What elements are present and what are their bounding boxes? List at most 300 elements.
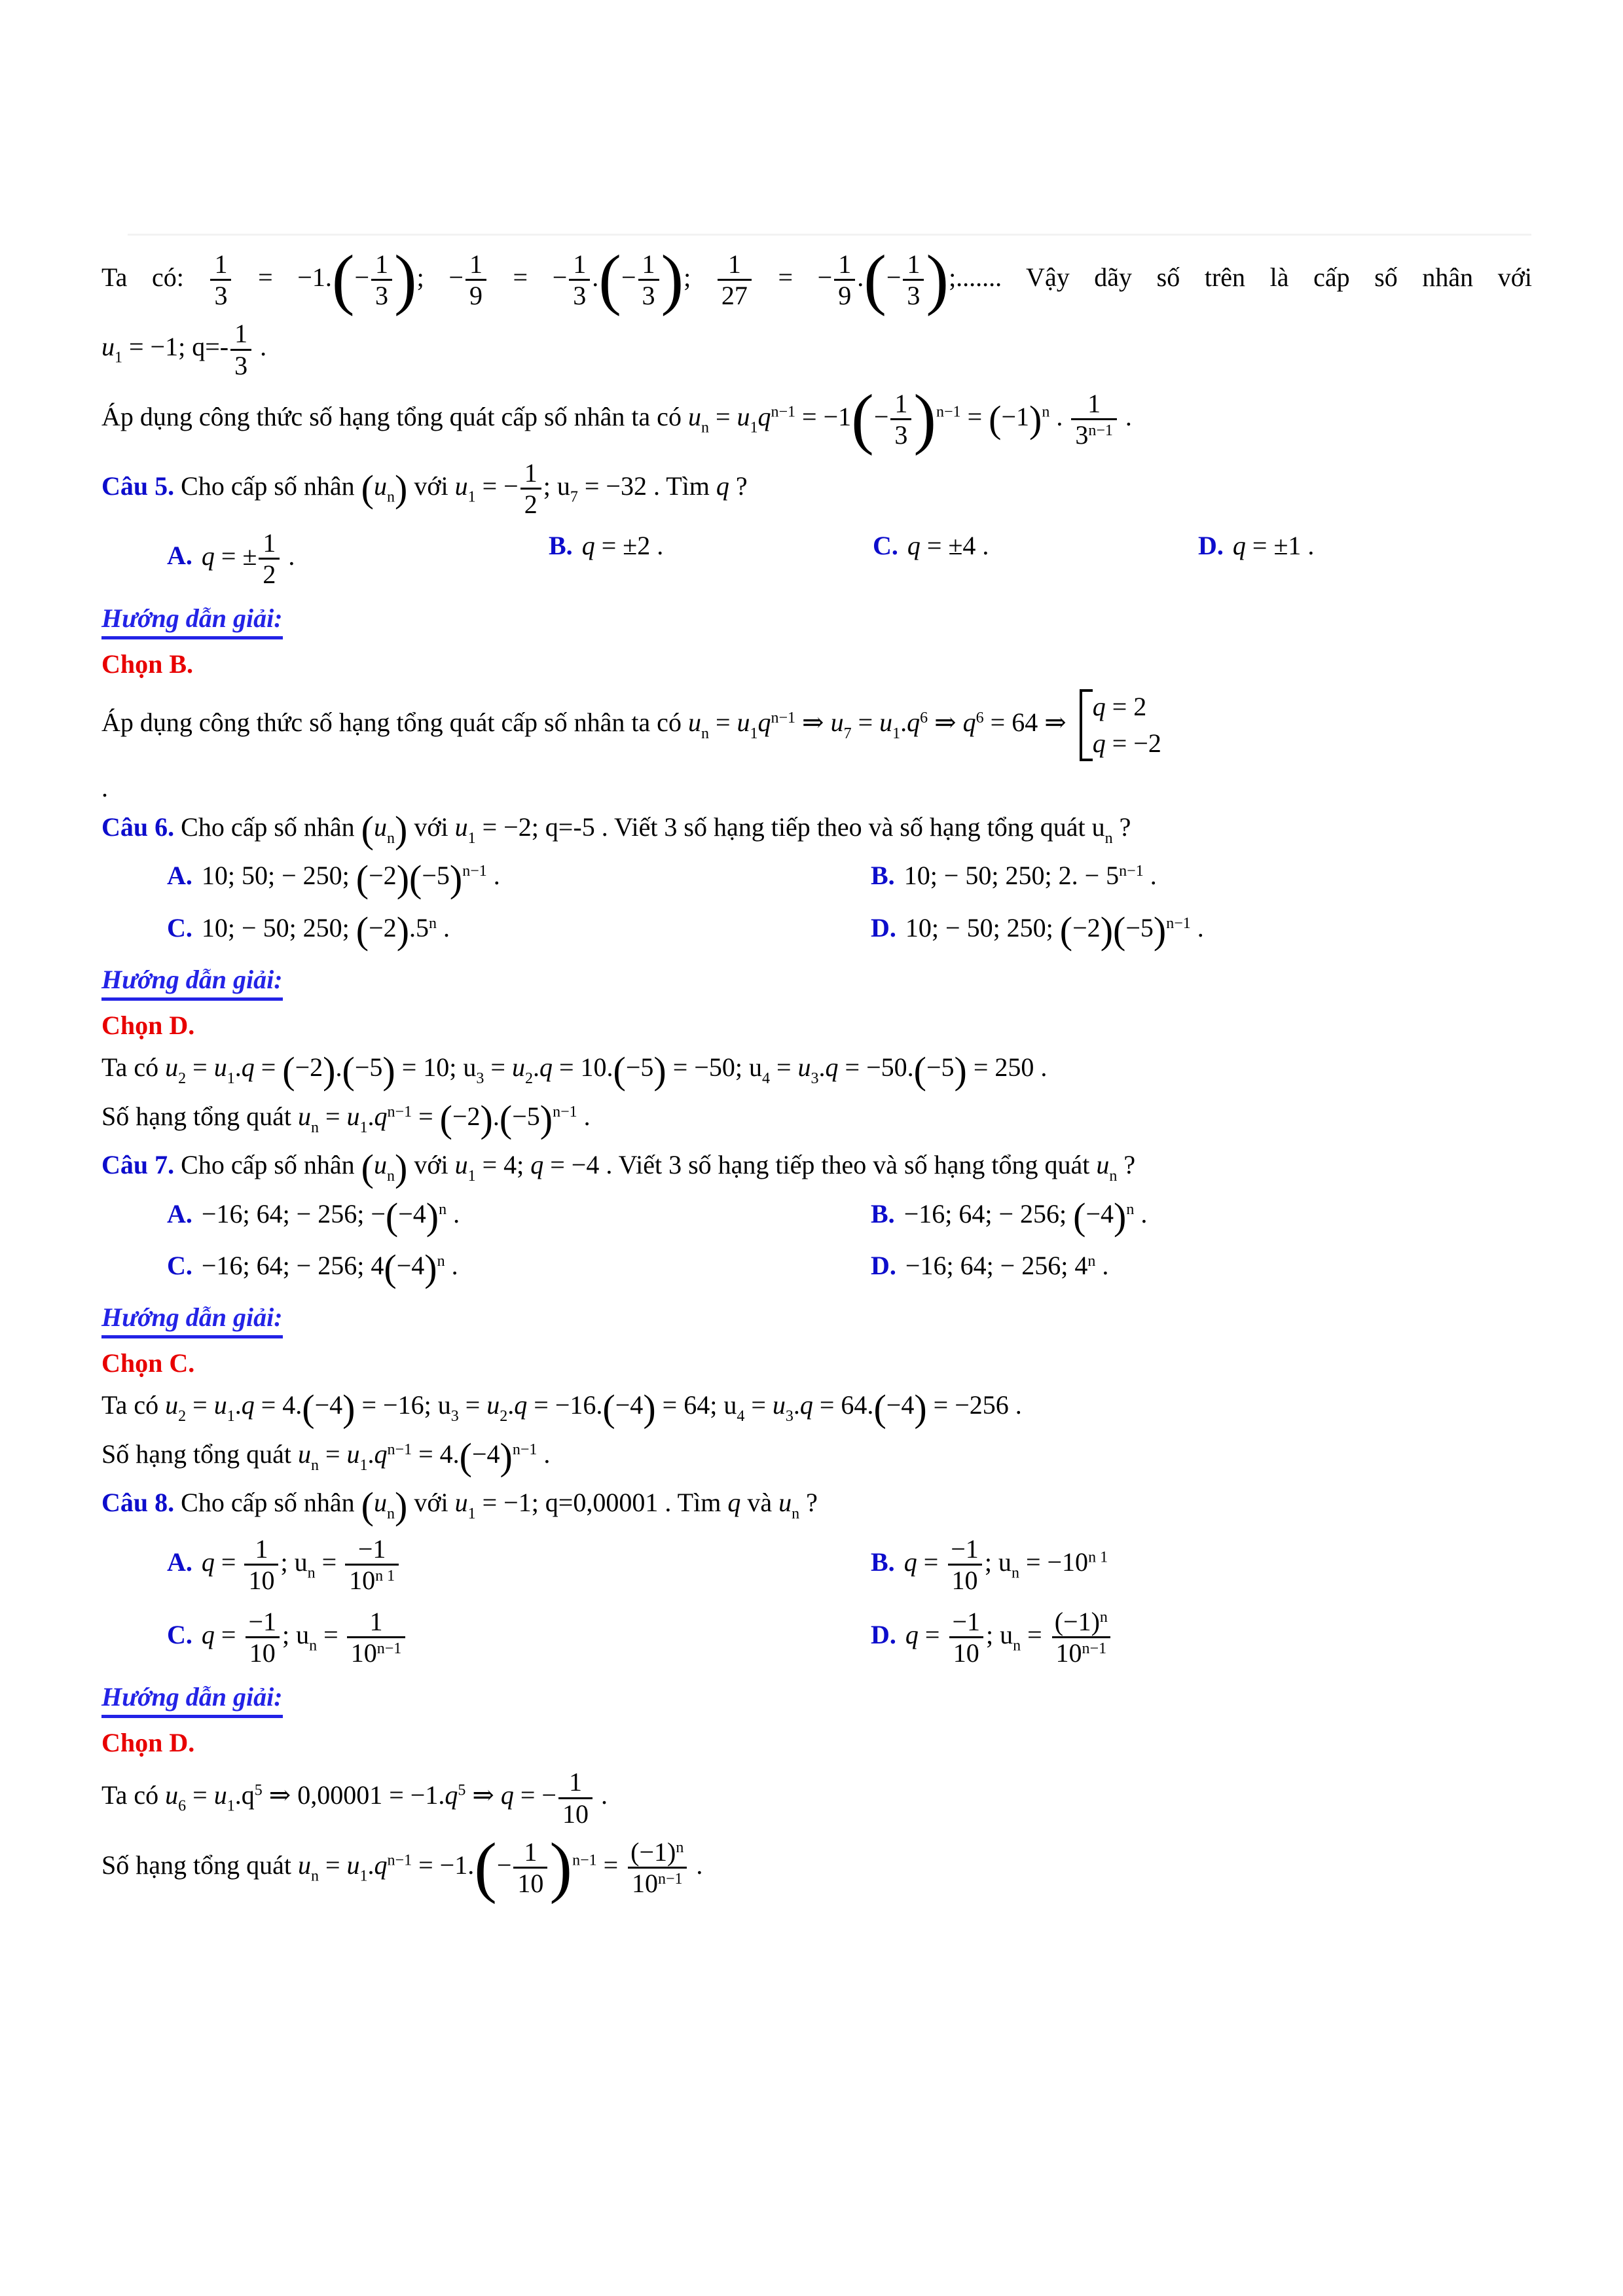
left-paren: ( (1073, 1194, 1086, 1238)
subscript: 4 (761, 1069, 770, 1087)
superscript: n−1 (387, 1103, 412, 1121)
math-variable: q (1092, 728, 1106, 758)
text-run: −4 (886, 1390, 915, 1420)
superscript: 5 (458, 1782, 466, 1800)
intro-line (101, 242, 1533, 317)
text-run: −5 (512, 1101, 540, 1131)
math-variable: q (962, 708, 976, 738)
text-run: Ta có (101, 1780, 166, 1810)
math-variable: q (539, 1052, 553, 1083)
option-label: B. (871, 1198, 895, 1229)
text-run: −5 (422, 861, 450, 891)
numerator: −1 (248, 1607, 277, 1637)
superscript: n−1 (1088, 422, 1113, 439)
math-variable: u (165, 1390, 179, 1420)
option-c (167, 1247, 871, 1290)
fraction (888, 389, 913, 449)
text-run: Cho cấp số nhân (174, 1488, 361, 1518)
text-run: = −1. (233, 262, 332, 292)
math-variable: q (757, 708, 771, 738)
text-run: = 10. (552, 1052, 613, 1083)
case-row (1093, 728, 1161, 759)
text-run: Áp dụng công thức số hạng tổng quát cấp số nhân ta có (101, 401, 688, 431)
superscript: n (676, 1839, 684, 1856)
text-run: Hướng dẫn giải: (101, 601, 283, 639)
subscript: 3 (811, 1069, 819, 1087)
subscript: n (1104, 829, 1113, 847)
text-run: Hướng dẫn giải: (101, 963, 283, 1001)
text-run: −5 (1125, 912, 1154, 942)
subscript: 2 (178, 1408, 187, 1426)
option-a (167, 1194, 871, 1238)
math-variable: u (454, 1488, 468, 1518)
solution-header (101, 601, 1532, 639)
fraction (242, 1535, 280, 1594)
text-run: = −16. (527, 1390, 603, 1420)
superscript: n−1 (936, 403, 961, 421)
text-run: .5 (409, 912, 429, 942)
left-paren: ( (1113, 909, 1126, 952)
superscript: n−1 (462, 863, 487, 880)
text-run: ; u (543, 471, 570, 501)
left-paren: ( (342, 1049, 355, 1092)
text-run: = ±4 . (920, 530, 989, 560)
question-5 (101, 459, 1532, 518)
text-run: = −16; u (355, 1390, 451, 1420)
superscript: n (1042, 403, 1050, 421)
text-run: Cho cấp số nhân (174, 1150, 361, 1180)
denominator (628, 1867, 687, 1897)
text-run: Hướng dẫn giải: (101, 1300, 283, 1338)
text-run: Áp dụng công thức số hạng tổng quát cấp số nhân ta có (101, 708, 688, 738)
math-variable: u (486, 1390, 500, 1420)
numerator: 1 (255, 1534, 268, 1564)
subscript: n (1011, 1564, 1019, 1582)
denominator: 3 (569, 279, 590, 310)
option-label: D. (1198, 530, 1224, 560)
text-run: = (214, 1547, 243, 1577)
text-run: Chọn D. (101, 1728, 195, 1758)
superscript: 6 (976, 709, 984, 726)
option-label: C. (167, 1619, 192, 1649)
numerator: 1 (234, 319, 248, 349)
text-run: = (769, 1052, 798, 1083)
math-variable: u (165, 1052, 179, 1083)
subscript: n (310, 1119, 319, 1136)
right-paren: ) (1153, 909, 1167, 952)
text-run: . (367, 1101, 374, 1131)
math-variable: u (778, 1488, 792, 1518)
fraction (345, 1607, 408, 1667)
math-variable: q (374, 1850, 388, 1880)
q8-general-line (101, 1829, 1532, 1905)
question-number: Câu 6. (101, 812, 175, 842)
text-run: − (496, 1850, 512, 1880)
text-run: −2 (1072, 912, 1101, 942)
left-paren: ( (1059, 909, 1073, 952)
chosen-answer (101, 1009, 1532, 1043)
superscript: n−1 (376, 1640, 402, 1658)
text-run: . (445, 1250, 458, 1280)
subscript: n (309, 1637, 318, 1655)
math-variable: q (241, 1052, 255, 1083)
fraction (208, 250, 233, 310)
text-run: = 64. (812, 1390, 874, 1420)
q8-options-ab (101, 1535, 1532, 1594)
text-run: . (900, 708, 907, 738)
right-paren: ) (1114, 1194, 1127, 1238)
superscript: n−1 (1082, 1640, 1107, 1658)
text-run: −4 (615, 1390, 644, 1420)
text-run: ; u (986, 1619, 1013, 1649)
right-paren: ) (449, 857, 463, 900)
text-run: = (186, 1780, 214, 1810)
fraction (343, 1535, 401, 1594)
denominator: 3 (371, 279, 392, 310)
question-8 (101, 1484, 1532, 1527)
math-variable: u (454, 471, 468, 501)
q8-options-cd (101, 1607, 1532, 1667)
left-paren: ( (913, 1049, 926, 1092)
text-run: 10 (349, 1565, 376, 1595)
denominator: 10 (558, 1797, 593, 1828)
text-run: . (253, 332, 267, 362)
subscript: n (1013, 1637, 1021, 1655)
subscript: 2 (500, 1408, 508, 1426)
superscript: n (1126, 1200, 1135, 1218)
left-paren: ( (474, 1829, 497, 1905)
text-run: = (254, 1052, 283, 1083)
option-b (871, 1535, 1532, 1594)
fraction (716, 250, 754, 310)
numerator: 1 (469, 249, 483, 279)
math-variable: u (346, 1439, 360, 1469)
fraction (228, 319, 253, 379)
left-paren: ( (385, 1194, 399, 1238)
denominator (1071, 418, 1117, 449)
text-run: = −50; u (666, 1052, 762, 1083)
math-variable: u (687, 708, 701, 738)
superscript: n−1 (572, 1852, 597, 1869)
numerator: −1 (951, 1534, 979, 1564)
text-run: (−1) (630, 1837, 676, 1867)
text-run: −2 (452, 1101, 481, 1131)
text-run: 10; − 50; 250; 2. − 5 (903, 861, 1120, 891)
fraction (1069, 389, 1119, 449)
superscript: n−1 (512, 1441, 538, 1458)
text-run: 10 (350, 1638, 377, 1668)
option-label: B. (871, 1547, 895, 1577)
text-run: . (486, 861, 500, 891)
text-run: ⇒ (795, 708, 831, 738)
denominator: 10 (244, 1564, 278, 1594)
option-label: A. (167, 861, 192, 891)
text-run: (−1) (1054, 1607, 1100, 1637)
math-variable: u (346, 1850, 360, 1880)
text-run: 10; 50; − 250; (201, 861, 356, 891)
q7-options-ab (101, 1194, 1532, 1238)
text-run: = 10; u (395, 1052, 477, 1083)
text-run: . (857, 262, 864, 292)
subscript: n (307, 1564, 316, 1582)
option-a (167, 1535, 871, 1594)
math-variable: u (454, 1150, 468, 1180)
superscript: n−1 (771, 709, 796, 726)
subscript: 1 (750, 725, 758, 742)
left-paren: ( (602, 1386, 615, 1429)
subscript: 2 (524, 1069, 533, 1087)
math-variable: u (213, 1780, 227, 1810)
text-run: = ±1 . (1245, 530, 1315, 560)
text-run: 10; − 50; 250; (201, 912, 356, 942)
subscript: 1 (359, 1867, 368, 1885)
left-paren: ( (282, 1049, 295, 1092)
left-paren: ( (356, 909, 369, 952)
subscript: 1 (750, 419, 758, 437)
left-paren: ( (499, 1098, 513, 1141)
text-run: 10 (632, 1869, 658, 1898)
text-run: = (412, 1101, 440, 1131)
text-run: −5 (625, 1052, 654, 1083)
right-paren: ) (643, 1386, 656, 1429)
subscript: n (792, 1505, 800, 1523)
text-run: = (318, 1439, 347, 1469)
left-paren: ( (356, 857, 369, 900)
text-run: . (335, 1052, 342, 1083)
text-run: . (282, 541, 295, 571)
text-run: . (1118, 401, 1132, 431)
text-run: = (960, 401, 989, 431)
text-run: . (101, 772, 108, 802)
denominator: 2 (520, 488, 541, 518)
subscript: 7 (843, 725, 852, 742)
math-variable: q (374, 1101, 388, 1131)
subscript: 1 (467, 488, 476, 506)
numerator: 1 (642, 249, 655, 279)
math-variable: u (213, 1390, 227, 1420)
denominator: 9 (465, 279, 486, 310)
denominator: 3 (210, 279, 231, 310)
subscript: 1 (892, 725, 901, 742)
text-run: = (315, 1547, 344, 1577)
right-paren: ) (661, 242, 684, 317)
fraction (242, 1607, 282, 1667)
numerator: 1 (524, 1837, 538, 1867)
subscript: 3 (476, 1069, 484, 1087)
numerator: −1 (952, 1607, 981, 1637)
math-variable: u (511, 1052, 525, 1083)
superscript: 6 (920, 709, 928, 726)
numerator: 1 (727, 249, 741, 279)
text-run: −5 (926, 1052, 955, 1083)
math-variable: q (903, 1547, 917, 1577)
q7-step-line (101, 1388, 1532, 1427)
math-variable: q (825, 1052, 839, 1083)
top-divider (128, 234, 1531, 236)
math-variable: u (373, 812, 387, 842)
right-paren: ) (396, 857, 410, 900)
denominator: 27 (718, 279, 752, 310)
math-variable: q (727, 1488, 741, 1518)
text-run: ⇒ (928, 708, 963, 738)
math-variable: q (530, 1150, 544, 1180)
text-run: = (708, 401, 737, 431)
superscript: n (439, 1200, 447, 1218)
q6-options-ab (101, 857, 1532, 900)
right-paren: ) (549, 1829, 573, 1905)
text-run: ; u (282, 1619, 310, 1649)
denominator: 3 (903, 279, 924, 310)
text-run: . (507, 1390, 515, 1420)
right-paren: ) (500, 1435, 513, 1479)
right-paren: ) (926, 242, 949, 317)
math-variable: u (297, 1439, 311, 1469)
math-variable: q (241, 1390, 255, 1420)
denominator: 10 (513, 1867, 547, 1897)
text-run: = (186, 1390, 214, 1420)
text-run: 3 (1075, 420, 1089, 450)
numerator (627, 1838, 687, 1867)
text-run: = − (753, 262, 833, 292)
question-6 (101, 808, 1532, 852)
denominator: 10 (246, 1636, 280, 1667)
subscript: n (1109, 1167, 1118, 1185)
q7-options-cd (101, 1247, 1532, 1290)
text-run: −4 (471, 1439, 500, 1469)
option-label: B. (549, 530, 573, 560)
option-label: C. (167, 912, 192, 942)
math-variable: u (879, 708, 893, 738)
text-run: Ta có (101, 1390, 166, 1420)
right-paren: ) (394, 467, 408, 511)
left-paren: ( (361, 808, 374, 852)
subscript: 1 (227, 1798, 235, 1816)
superscript: n−1 (1166, 914, 1191, 932)
text-run: Chọn D. (101, 1011, 195, 1041)
right-paren: ) (914, 1386, 927, 1429)
math-variable: u (213, 1052, 227, 1083)
subscript: 2 (178, 1069, 187, 1087)
subscript: n (386, 1505, 395, 1523)
text-run: −16; 64; − 256; 4 (201, 1250, 384, 1280)
text-run: = 64; u (655, 1390, 737, 1420)
text-run: . (447, 1198, 460, 1229)
subscript: n (701, 725, 709, 742)
left-paren: ( (302, 1386, 315, 1429)
text-run: = (318, 1101, 347, 1131)
math-variable: u (1096, 1150, 1110, 1180)
text-run: = (214, 1619, 243, 1649)
math-variable: u (737, 401, 750, 431)
math-variable: u (797, 1052, 811, 1083)
option-d (871, 1607, 1532, 1667)
text-run: với (407, 812, 455, 842)
text-run: = −32 . Tìm (577, 471, 716, 501)
text-run: Số hạng tổng quát (101, 1439, 298, 1469)
text-run: với (407, 1150, 455, 1180)
numerator: 1 (524, 458, 538, 488)
question-7 (101, 1148, 1532, 1187)
numerator: 1 (573, 249, 587, 279)
denominator: 2 (259, 558, 280, 588)
math-variable: q (374, 1439, 388, 1469)
superscript: 5 (254, 1782, 263, 1800)
fraction (556, 1768, 594, 1827)
text-run: − (354, 262, 370, 292)
text-run: = ± (214, 541, 257, 571)
right-paren: ) (394, 1146, 408, 1189)
option-a (167, 529, 549, 588)
text-run: − (873, 401, 889, 431)
question-number: Câu 7. (101, 1150, 175, 1180)
text-run: = 64 ⇒ (983, 708, 1073, 738)
text-run: ; (684, 262, 716, 292)
text-run: với (407, 1488, 455, 1518)
text-run: = −1. (412, 1850, 475, 1880)
left-paren: ( (613, 1049, 626, 1092)
fraction (636, 250, 661, 310)
subscript: 7 (570, 488, 578, 506)
subscript: 1 (115, 350, 122, 367)
left-paren: ( (384, 1247, 397, 1290)
text-run: Ta có (101, 1052, 166, 1083)
option-label: C. (873, 530, 898, 560)
right-paren: ) (954, 1049, 967, 1092)
numerator: 1 (907, 249, 921, 279)
subscript: 1 (467, 1167, 476, 1185)
fraction (625, 1838, 689, 1897)
math-variable: q (201, 1547, 215, 1577)
subscript: n (701, 419, 709, 437)
text-run: − (621, 262, 636, 292)
numerator: 1 (569, 1767, 582, 1797)
subscript: 1 (467, 1505, 476, 1523)
superscript: n−1 (771, 403, 796, 421)
text-run: −4 (398, 1198, 426, 1229)
text-run: = −1 (795, 401, 852, 431)
denominator (1052, 1636, 1111, 1667)
math-variable: q (905, 1619, 919, 1649)
math-variable: u (737, 708, 750, 738)
fraction (464, 250, 488, 310)
text-run: = 4; (475, 1150, 531, 1180)
document-content (101, 242, 1533, 1907)
fraction (1049, 1607, 1114, 1667)
q5-options (101, 529, 1532, 588)
left-paren: ( (361, 1146, 374, 1189)
option-c (167, 1607, 871, 1667)
subscript: n (310, 1867, 319, 1885)
text-run: Cho cấp số nhân (174, 812, 361, 842)
text-run: = (596, 1850, 625, 1880)
text-run: . (532, 1052, 539, 1083)
numerator: 1 (214, 249, 228, 279)
solution-header (101, 1300, 1532, 1338)
text-run: 10 (1055, 1638, 1082, 1668)
text-run: = (186, 1052, 214, 1083)
right-paren: ) (342, 1386, 356, 1429)
text-run: . (793, 1390, 800, 1420)
right-paren: ) (424, 1247, 437, 1290)
fraction (257, 529, 282, 588)
math-variable: u (297, 1101, 311, 1131)
option-label: A. (167, 1547, 192, 1577)
math-variable: u (373, 471, 387, 501)
option-label: D. (871, 1250, 896, 1280)
left-paren: ( (409, 857, 422, 900)
left-paren: ( (864, 242, 886, 317)
numerator: 1 (369, 1607, 383, 1637)
